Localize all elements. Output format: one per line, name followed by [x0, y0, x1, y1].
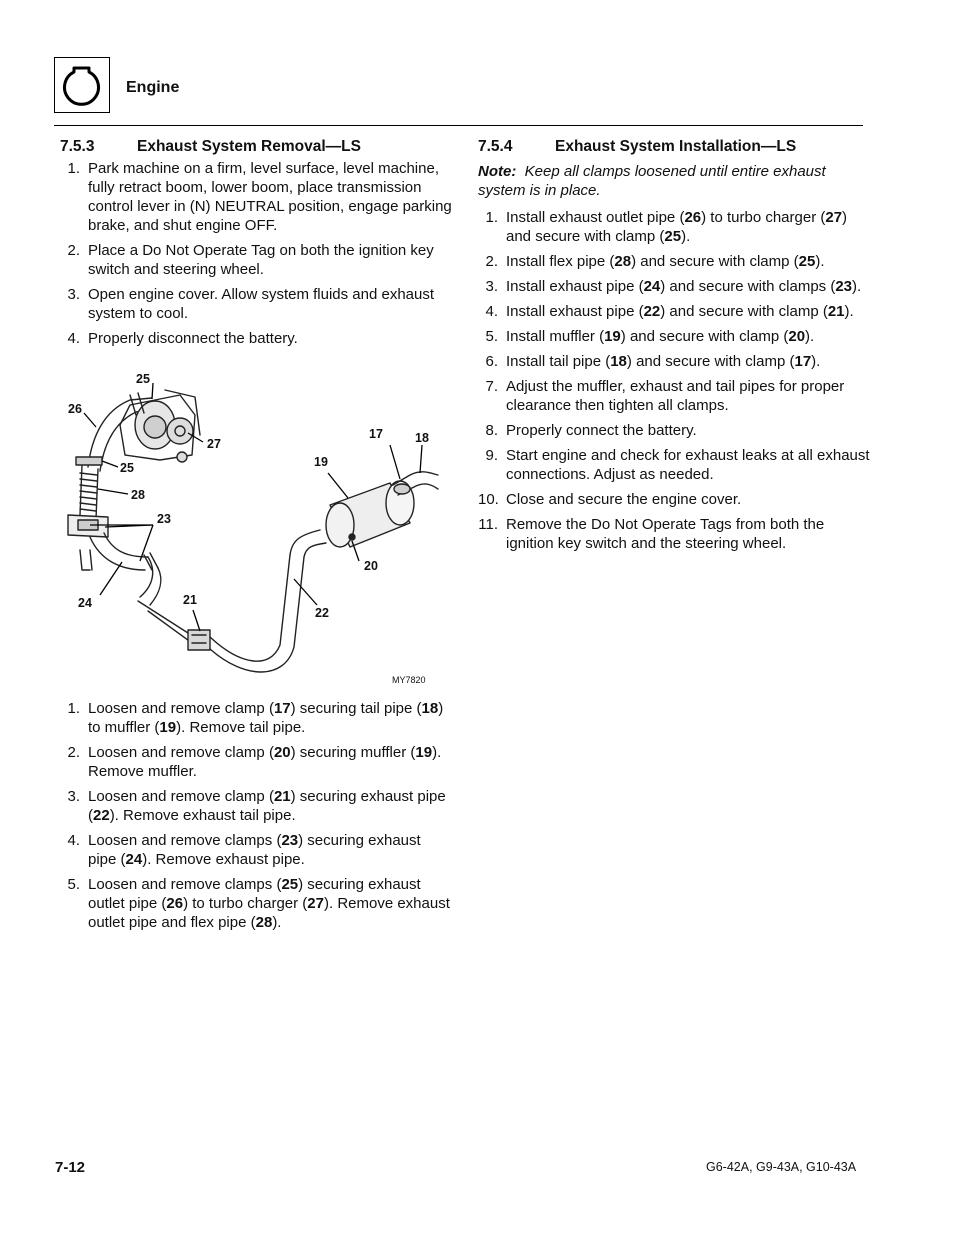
note-text: Keep all clamps loosened until entire exhaust system is in place. — [478, 163, 826, 199]
section-number: 7.5.3 — [60, 138, 95, 155]
step-text: Install exhaust pipe (22) and secure with clamp (21). — [506, 303, 854, 320]
list-item — [60, 743, 452, 781]
list-item — [60, 699, 452, 737]
step-number: 11. — [478, 516, 498, 533]
section-number: 7.5.4 — [478, 138, 513, 155]
callout-25: 25 — [136, 372, 150, 386]
step-text: Properly connect the battery. — [506, 422, 697, 439]
installation-steps — [478, 208, 870, 553]
list-item — [60, 831, 452, 869]
callout-19: 19 — [314, 455, 328, 469]
step-number: 4. — [67, 330, 80, 347]
step-text: Loosen and remove clamp (21) securing exhaust pipe (22). Remove exhaust tail pipe. — [88, 788, 446, 824]
step-text: Close and secure the engine cover. — [506, 491, 742, 508]
step-number: 5. — [485, 328, 498, 345]
step-text: Loosen and remove clamps (23) securing exhaust pipe (24). Remove exhaust pipe. — [88, 832, 421, 868]
callout-26: 26 — [68, 402, 82, 416]
chapter-title: Engine — [126, 79, 180, 96]
list-item — [60, 241, 452, 279]
list-item — [478, 302, 870, 321]
list-item — [478, 421, 870, 440]
list-item — [478, 490, 870, 509]
removal-section — [60, 135, 452, 354]
step-number: 1. — [67, 700, 80, 717]
section-title: Exhaust System Removal—LS — [137, 138, 361, 155]
list-item — [478, 327, 870, 346]
step-text: Open engine cover. Allow system fluids and exhaust system to cool. — [88, 286, 435, 322]
page-number: 7-12 — [55, 1159, 86, 1176]
step-number: 6. — [485, 353, 498, 370]
list-item — [60, 875, 452, 932]
list-item — [478, 515, 870, 553]
step-number: 4. — [485, 303, 498, 320]
step-text: Loosen and remove clamps (25) securing exhaust outlet pipe (26) to turbo charger (27). Remove exhaust outlet pipe and flex pipe (28). — [88, 876, 450, 931]
step-number: 8. — [485, 422, 498, 439]
model-numbers: G6-42A, G9-43A, G10-43A — [706, 1160, 857, 1174]
list-item — [60, 285, 452, 323]
callout-25: 25 — [120, 461, 134, 475]
step-number: 4. — [67, 832, 80, 849]
list-item — [60, 329, 452, 348]
list-item — [478, 252, 870, 271]
step-text: Start engine and check for exhaust leaks at all exhaust connections. Adjust as needed. — [506, 447, 870, 483]
step-text: Install exhaust outlet pipe (26) to turbo charger (27) and secure with clamp (25). — [506, 209, 848, 245]
callout-27: 27 — [207, 437, 221, 451]
step-number: 3. — [485, 278, 498, 295]
step-number: 9. — [485, 447, 498, 464]
step-number: 3. — [67, 788, 80, 805]
callout-17: 17 — [369, 427, 383, 441]
step-text: Install muffler (19) and secure with clamp (20). — [506, 328, 815, 345]
step-text: Properly disconnect the battery. — [88, 330, 298, 347]
exhaust-diagram — [60, 365, 440, 690]
note-label: Note: — [478, 163, 517, 180]
list-item — [60, 159, 452, 235]
step-number: 1. — [67, 160, 80, 177]
step-number: 7. — [485, 378, 498, 395]
section-title: Exhaust System Installation—LS — [555, 138, 797, 155]
callout-20: 20 — [364, 559, 378, 573]
callout-23: 23 — [157, 512, 171, 526]
step-number: 2. — [67, 242, 80, 259]
step-text: Install exhaust pipe (24) and secure with clamps (23). — [506, 278, 862, 295]
step-number: 2. — [67, 744, 80, 761]
exhaust-system-figure — [60, 365, 440, 690]
callout-28: 28 — [131, 488, 145, 502]
header-rule — [54, 125, 863, 126]
step-text: Loosen and remove clamp (17) securing tail pipe (18) to muffler (19). Remove tail pipe. — [88, 700, 444, 736]
note — [478, 162, 870, 200]
removal-section-heading — [60, 135, 452, 159]
callout-24: 24 — [78, 596, 92, 610]
step-number: 3. — [67, 286, 80, 303]
step-text: Park machine on a firm, level surface, level machine, fully retract boom, lower boom, place transmission control lever in (N) NEUTRAL position, engage parking brake, and shut engine OFF. — [88, 160, 452, 234]
removal-steps-list — [60, 699, 452, 932]
list-item — [60, 787, 452, 825]
figure-id: MY7820 — [392, 675, 426, 685]
step-text: Install flex pipe (28) and secure with clamp (25). — [506, 253, 825, 270]
step-text: Remove the Do Not Operate Tags from both the ignition key switch and the steering wheel. — [506, 516, 825, 552]
step-number: 1. — [485, 209, 498, 226]
step-number: 5. — [67, 876, 80, 893]
installation-section — [478, 135, 870, 559]
list-item — [478, 446, 870, 484]
list-item — [478, 208, 870, 246]
list-item — [478, 352, 870, 371]
removal-prep-steps — [60, 159, 452, 348]
step-text: Adjust the muffler, exhaust and tail pipes for proper clearance then tighten all clamps. — [506, 378, 845, 414]
step-text: Loosen and remove clamp (20) securing muffler (19). Remove muffler. — [88, 744, 442, 780]
removal-steps — [60, 699, 452, 938]
engine-icon — [54, 57, 110, 113]
list-item — [478, 377, 870, 415]
list-item — [478, 277, 870, 296]
step-text: Install tail pipe (18) and secure with clamp (17). — [506, 353, 821, 370]
step-text: Place a Do Not Operate Tag on both the ignition key switch and steering wheel. — [88, 242, 434, 278]
callout-21: 21 — [183, 593, 197, 607]
step-number: 10. — [478, 491, 499, 508]
callout-22: 22 — [315, 606, 329, 620]
step-number: 2. — [485, 253, 498, 270]
callout-18: 18 — [415, 431, 429, 445]
installation-section-heading — [478, 135, 870, 159]
